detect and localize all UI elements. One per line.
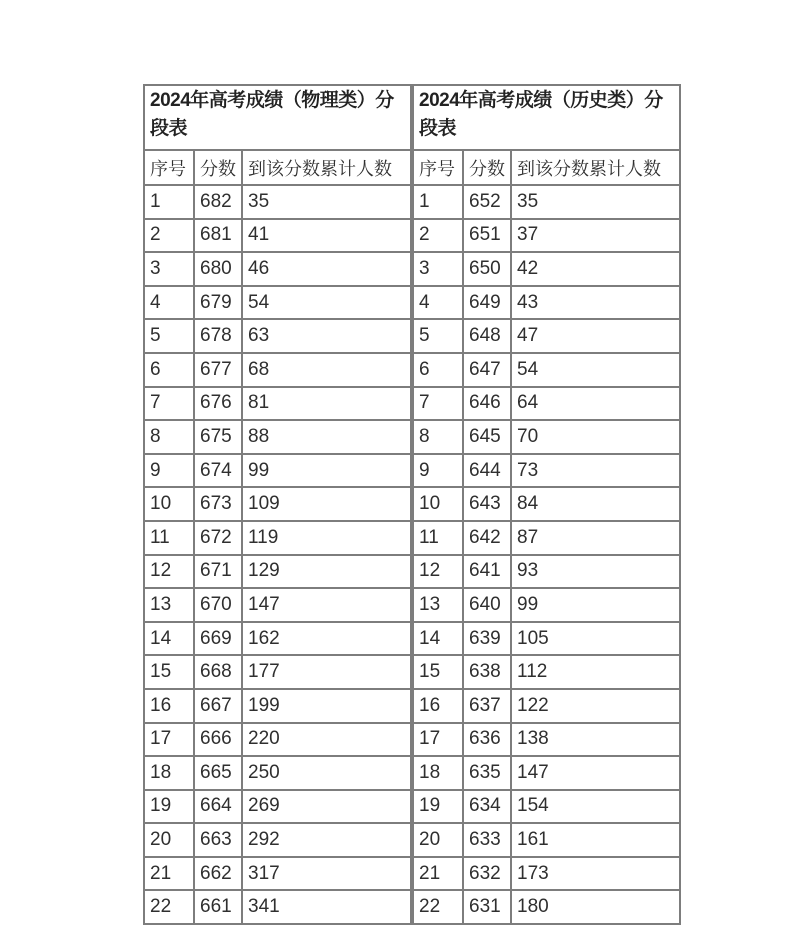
table-cell: 664	[194, 790, 242, 824]
table-row	[144, 219, 411, 253]
table-cell: 341	[242, 890, 411, 924]
table-cell: 22	[413, 890, 463, 924]
table-row	[413, 689, 680, 723]
table-row	[413, 521, 680, 555]
table-cell: 666	[194, 723, 242, 757]
table-header-row	[144, 150, 411, 185]
table-header-row	[413, 150, 680, 185]
table-cell: 631	[463, 890, 511, 924]
physics-table-title: 2024年高考成绩（物理类）分段表	[144, 85, 411, 150]
table-cell: 633	[463, 823, 511, 857]
table-cell: 11	[413, 521, 463, 555]
table-row	[413, 286, 680, 320]
table-cell: 669	[194, 622, 242, 656]
table-row	[413, 454, 680, 488]
table-row	[413, 387, 680, 421]
table-cell: 647	[463, 353, 511, 387]
table-cell: 317	[242, 857, 411, 891]
table-cell: 677	[194, 353, 242, 387]
table-cell: 682	[194, 185, 242, 219]
table-cell: 19	[413, 790, 463, 824]
table-cell: 641	[463, 555, 511, 589]
table-title-row	[413, 85, 680, 150]
table-cell: 54	[511, 353, 680, 387]
table-row	[144, 353, 411, 387]
table-cell: 8	[144, 420, 194, 454]
table-cell: 17	[144, 723, 194, 757]
table-row	[413, 185, 680, 219]
table-cell: 119	[242, 521, 411, 555]
table-row	[413, 756, 680, 790]
table-row	[144, 521, 411, 555]
column-header-cumulative-count: 到该分数累计人数	[242, 150, 411, 185]
table-cell: 138	[511, 723, 680, 757]
table-cell: 637	[463, 689, 511, 723]
table-cell: 15	[144, 655, 194, 689]
table-cell: 122	[511, 689, 680, 723]
table-cell: 20	[413, 823, 463, 857]
table-cell: 644	[463, 454, 511, 488]
table-cell: 11	[144, 521, 194, 555]
table-cell: 269	[242, 790, 411, 824]
table-row	[144, 823, 411, 857]
table-cell: 1	[144, 185, 194, 219]
table-cell: 250	[242, 756, 411, 790]
table-row	[144, 756, 411, 790]
table-cell: 675	[194, 420, 242, 454]
table-row	[413, 857, 680, 891]
table-cell: 680	[194, 252, 242, 286]
table-cell: 21	[144, 857, 194, 891]
table-row	[144, 252, 411, 286]
table-cell: 47	[511, 319, 680, 353]
table-cell: 678	[194, 319, 242, 353]
table-title-row	[144, 85, 411, 150]
table-cell: 665	[194, 756, 242, 790]
table-cell: 109	[242, 487, 411, 521]
table-cell: 161	[511, 823, 680, 857]
table-cell: 639	[463, 622, 511, 656]
table-cell: 14	[413, 622, 463, 656]
table-cell: 84	[511, 487, 680, 521]
table-cell: 674	[194, 454, 242, 488]
table-cell: 43	[511, 286, 680, 320]
table-cell: 88	[242, 420, 411, 454]
table-cell: 668	[194, 655, 242, 689]
table-cell: 2	[413, 219, 463, 253]
table-row	[144, 655, 411, 689]
table-cell: 4	[144, 286, 194, 320]
table-row	[144, 454, 411, 488]
column-header-score: 分数	[463, 150, 511, 185]
table-cell: 46	[242, 252, 411, 286]
table-cell: 646	[463, 387, 511, 421]
table-row	[413, 622, 680, 656]
table-cell: 70	[511, 420, 680, 454]
table-cell: 162	[242, 622, 411, 656]
table-row	[413, 487, 680, 521]
table-row	[413, 420, 680, 454]
table-cell: 650	[463, 252, 511, 286]
table-row	[144, 890, 411, 924]
table-cell: 676	[194, 387, 242, 421]
table-cell: 105	[511, 622, 680, 656]
table-row	[413, 219, 680, 253]
table-cell: 652	[463, 185, 511, 219]
table-cell: 68	[242, 353, 411, 387]
table-cell: 18	[144, 756, 194, 790]
table-row	[144, 286, 411, 320]
table-cell: 180	[511, 890, 680, 924]
table-cell: 112	[511, 655, 680, 689]
table-cell: 81	[242, 387, 411, 421]
table-cell: 673	[194, 487, 242, 521]
table-cell: 35	[511, 185, 680, 219]
table-row	[413, 319, 680, 353]
table-cell: 8	[413, 420, 463, 454]
history-table-title: 2024年高考成绩（历史类）分段表	[413, 85, 680, 150]
table-cell: 5	[144, 319, 194, 353]
table-cell: 640	[463, 588, 511, 622]
table-row	[413, 252, 680, 286]
table-cell: 37	[511, 219, 680, 253]
table-cell: 667	[194, 689, 242, 723]
table-cell: 99	[511, 588, 680, 622]
table-cell: 7	[413, 387, 463, 421]
table-cell: 63	[242, 319, 411, 353]
table-cell: 87	[511, 521, 680, 555]
table-cell: 199	[242, 689, 411, 723]
table-cell: 2	[144, 219, 194, 253]
table-cell: 292	[242, 823, 411, 857]
table-cell: 16	[413, 689, 463, 723]
table-cell: 649	[463, 286, 511, 320]
table-cell: 651	[463, 219, 511, 253]
table-cell: 17	[413, 723, 463, 757]
table-cell: 635	[463, 756, 511, 790]
table-cell: 638	[463, 655, 511, 689]
table-cell: 19	[144, 790, 194, 824]
table-cell: 632	[463, 857, 511, 891]
table-cell: 3	[413, 252, 463, 286]
table-cell: 10	[413, 487, 463, 521]
table-cell: 54	[242, 286, 411, 320]
table-cell: 154	[511, 790, 680, 824]
history-table-body	[413, 185, 680, 924]
table-cell: 663	[194, 823, 242, 857]
table-cell: 14	[144, 622, 194, 656]
physics-table-body	[144, 185, 411, 924]
table-cell: 7	[144, 387, 194, 421]
table-cell: 5	[413, 319, 463, 353]
table-cell: 9	[413, 454, 463, 488]
column-header-index: 序号	[144, 150, 194, 185]
table-cell: 662	[194, 857, 242, 891]
column-header-index: 序号	[413, 150, 463, 185]
table-row	[413, 790, 680, 824]
score-tables-container	[143, 84, 681, 925]
table-cell: 220	[242, 723, 411, 757]
table-row	[144, 790, 411, 824]
table-cell: 12	[144, 555, 194, 589]
table-cell: 21	[413, 857, 463, 891]
table-cell: 129	[242, 555, 411, 589]
table-cell: 73	[511, 454, 680, 488]
column-header-score: 分数	[194, 150, 242, 185]
table-cell: 22	[144, 890, 194, 924]
table-row	[144, 689, 411, 723]
table-cell: 642	[463, 521, 511, 555]
table-cell: 679	[194, 286, 242, 320]
table-row	[144, 420, 411, 454]
table-cell: 672	[194, 521, 242, 555]
table-cell: 681	[194, 219, 242, 253]
table-cell: 6	[413, 353, 463, 387]
table-cell: 13	[144, 588, 194, 622]
table-cell: 64	[511, 387, 680, 421]
table-cell: 16	[144, 689, 194, 723]
table-cell: 13	[413, 588, 463, 622]
table-row	[144, 487, 411, 521]
table-cell: 643	[463, 487, 511, 521]
column-header-cumulative-count: 到该分数累计人数	[511, 150, 680, 185]
table-cell: 15	[413, 655, 463, 689]
table-row	[413, 723, 680, 757]
table-cell: 177	[242, 655, 411, 689]
table-cell: 20	[144, 823, 194, 857]
table-row	[144, 723, 411, 757]
table-cell: 147	[242, 588, 411, 622]
table-cell: 42	[511, 252, 680, 286]
table-cell: 35	[242, 185, 411, 219]
table-cell: 147	[511, 756, 680, 790]
table-row	[144, 622, 411, 656]
table-cell: 671	[194, 555, 242, 589]
table-row	[413, 555, 680, 589]
table-row	[413, 823, 680, 857]
table-cell: 4	[413, 286, 463, 320]
table-cell: 661	[194, 890, 242, 924]
table-row	[144, 857, 411, 891]
table-cell: 18	[413, 756, 463, 790]
table-cell: 173	[511, 857, 680, 891]
table-row	[413, 655, 680, 689]
table-cell: 93	[511, 555, 680, 589]
score-table-history	[412, 84, 681, 925]
table-row	[413, 890, 680, 924]
table-row	[144, 555, 411, 589]
table-cell: 9	[144, 454, 194, 488]
table-cell: 99	[242, 454, 411, 488]
table-cell: 10	[144, 487, 194, 521]
table-cell: 636	[463, 723, 511, 757]
table-cell: 670	[194, 588, 242, 622]
table-cell: 634	[463, 790, 511, 824]
table-row	[413, 353, 680, 387]
table-cell: 645	[463, 420, 511, 454]
table-cell: 648	[463, 319, 511, 353]
table-row	[144, 387, 411, 421]
table-row	[144, 319, 411, 353]
table-row	[144, 588, 411, 622]
table-cell: 41	[242, 219, 411, 253]
table-row	[144, 185, 411, 219]
score-table-physics	[143, 84, 412, 925]
table-cell: 3	[144, 252, 194, 286]
table-cell: 1	[413, 185, 463, 219]
table-cell: 12	[413, 555, 463, 589]
table-cell: 6	[144, 353, 194, 387]
table-row	[413, 588, 680, 622]
